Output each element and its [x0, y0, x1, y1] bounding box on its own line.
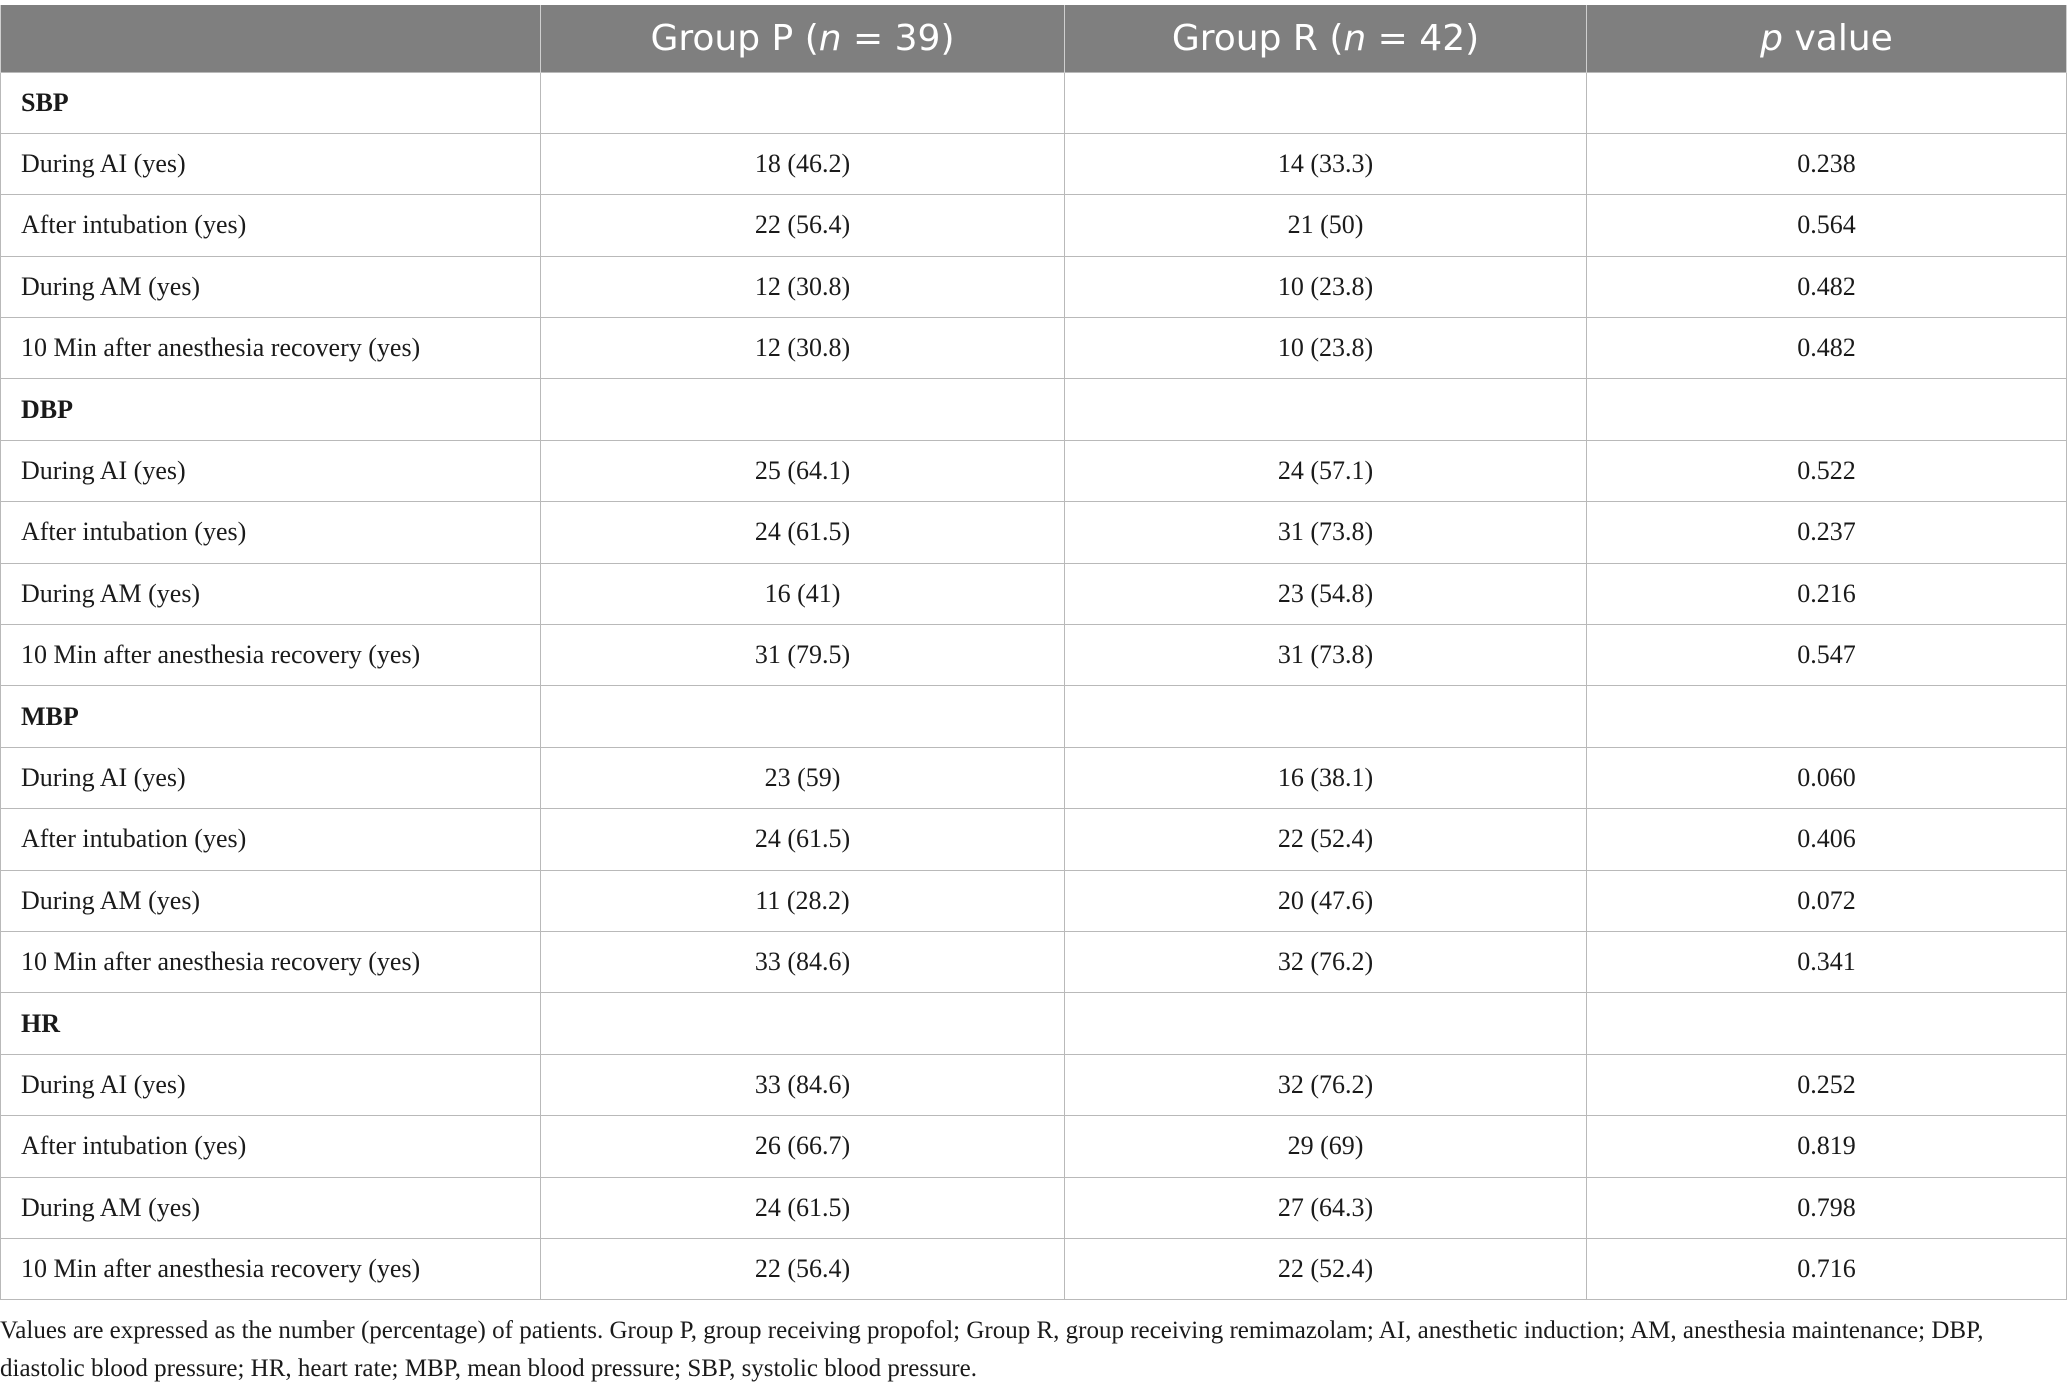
cell-group-r: 22 (52.4) [1065, 1238, 1587, 1299]
cell-variable: During AI (yes) [1, 440, 541, 501]
cell-group-p: 24 (61.5) [541, 502, 1065, 563]
cell-group-p [541, 993, 1065, 1054]
cell-p-value: 0.798 [1587, 1177, 2067, 1238]
header-variable [1, 5, 541, 72]
table-row [1, 931, 2067, 992]
header-p-value: p value [1587, 5, 2067, 72]
cell-group-r: 32 (76.2) [1065, 931, 1587, 992]
cell-p-value: 0.547 [1587, 625, 2067, 686]
cell-group-r: 27 (64.3) [1065, 1177, 1587, 1238]
table-row [1, 1177, 2067, 1238]
header-group-r: Group R (n = 42) [1065, 5, 1587, 72]
cell-variable: During AI (yes) [1, 747, 541, 808]
section-header-row [1, 72, 2067, 133]
cell-variable: After intubation (yes) [1, 809, 541, 870]
cell-group-r: 21 (50) [1065, 195, 1587, 256]
cell-p-value [1587, 72, 2067, 133]
section-header-row [1, 686, 2067, 747]
cell-variable: During AM (yes) [1, 256, 541, 317]
cell-group-p: 12 (30.8) [541, 256, 1065, 317]
cell-group-r [1065, 379, 1587, 440]
cell-group-r: 23 (54.8) [1065, 563, 1587, 624]
section-label: SBP [1, 72, 541, 133]
table-row [1, 256, 2067, 317]
cell-group-p: 25 (64.1) [541, 440, 1065, 501]
table-body [1, 72, 2067, 1300]
cell-variable: During AM (yes) [1, 1177, 541, 1238]
table-row [1, 563, 2067, 624]
table-row [1, 747, 2067, 808]
cell-p-value: 0.341 [1587, 931, 2067, 992]
table-row [1, 195, 2067, 256]
cell-group-p: 23 (59) [541, 747, 1065, 808]
cell-variable: During AM (yes) [1, 870, 541, 931]
cell-p-value: 0.819 [1587, 1116, 2067, 1177]
cell-group-r: 16 (38.1) [1065, 747, 1587, 808]
header-group-p: Group P (n = 39) [541, 5, 1065, 72]
header-row [1, 5, 2067, 72]
table-row [1, 1054, 2067, 1115]
cell-p-value: 0.238 [1587, 133, 2067, 194]
cell-p-value [1587, 379, 2067, 440]
cell-p-value: 0.406 [1587, 809, 2067, 870]
cell-group-p [541, 686, 1065, 747]
cell-group-p: 24 (61.5) [541, 809, 1065, 870]
cell-group-r: 10 (23.8) [1065, 318, 1587, 379]
cell-group-r: 32 (76.2) [1065, 1054, 1587, 1115]
cell-group-p [541, 72, 1065, 133]
table-footnote: Values are expressed as the number (percentage) of patients. Group P, group receiving propofol; Group R, group receiving remimazolam; AI, anesthetic induction; AM, anesthesia maintenance; DBP, diastolic blood pressure; HR, heart rate; MBP, mean blood pressure; SBP, systolic blood pressure. [0, 1317, 1984, 1382]
cell-p-value: 0.522 [1587, 440, 2067, 501]
cell-variable: 10 Min after anesthesia recovery (yes) [1, 318, 541, 379]
cell-variable: During AI (yes) [1, 133, 541, 194]
cell-group-r [1065, 72, 1587, 133]
cell-variable: After intubation (yes) [1, 502, 541, 563]
cell-group-p: 33 (84.6) [541, 1054, 1065, 1115]
cell-group-p: 24 (61.5) [541, 1177, 1065, 1238]
cell-group-r: 24 (57.1) [1065, 440, 1587, 501]
cell-variable: After intubation (yes) [1, 1116, 541, 1177]
cell-variable: During AI (yes) [1, 1054, 541, 1115]
results-table-container [0, 5, 2066, 1300]
table-row [1, 440, 2067, 501]
cell-p-value: 0.564 [1587, 195, 2067, 256]
section-header-row [1, 379, 2067, 440]
table-header [1, 5, 2067, 72]
cell-p-value: 0.716 [1587, 1238, 2067, 1299]
cell-group-r [1065, 686, 1587, 747]
cell-p-value [1587, 686, 2067, 747]
table-row [1, 318, 2067, 379]
cell-group-r: 20 (47.6) [1065, 870, 1587, 931]
cell-p-value: 0.237 [1587, 502, 2067, 563]
cell-group-p: 33 (84.6) [541, 931, 1065, 992]
cell-p-value: 0.482 [1587, 318, 2067, 379]
results-table [0, 5, 2067, 1300]
cell-p-value: 0.482 [1587, 256, 2067, 317]
cell-group-p: 26 (66.7) [541, 1116, 1065, 1177]
cell-p-value: 0.252 [1587, 1054, 2067, 1115]
cell-p-value: 0.060 [1587, 747, 2067, 808]
cell-group-p: 16 (41) [541, 563, 1065, 624]
cell-variable: During AM (yes) [1, 563, 541, 624]
cell-p-value: 0.072 [1587, 870, 2067, 931]
cell-group-r: 22 (52.4) [1065, 809, 1587, 870]
cell-group-r: 31 (73.8) [1065, 625, 1587, 686]
section-label: HR [1, 993, 541, 1054]
cell-p-value [1587, 993, 2067, 1054]
cell-variable: 10 Min after anesthesia recovery (yes) [1, 931, 541, 992]
cell-group-p: 11 (28.2) [541, 870, 1065, 931]
table-row [1, 1238, 2067, 1299]
section-header-row [1, 993, 2067, 1054]
cell-group-p: 22 (56.4) [541, 195, 1065, 256]
cell-p-value: 0.216 [1587, 563, 2067, 624]
cell-group-p: 31 (79.5) [541, 625, 1065, 686]
cell-group-p: 18 (46.2) [541, 133, 1065, 194]
section-label: DBP [1, 379, 541, 440]
table-row [1, 502, 2067, 563]
cell-variable: 10 Min after anesthesia recovery (yes) [1, 1238, 541, 1299]
cell-group-r: 31 (73.8) [1065, 502, 1587, 563]
table-row [1, 809, 2067, 870]
cell-group-p [541, 379, 1065, 440]
table-row [1, 1116, 2067, 1177]
cell-group-r [1065, 993, 1587, 1054]
section-label: MBP [1, 686, 541, 747]
table-row [1, 870, 2067, 931]
cell-group-p: 12 (30.8) [541, 318, 1065, 379]
cell-group-p: 22 (56.4) [541, 1238, 1065, 1299]
table-row [1, 625, 2067, 686]
table-row [1, 133, 2067, 194]
cell-variable: 10 Min after anesthesia recovery (yes) [1, 625, 541, 686]
cell-group-r: 14 (33.3) [1065, 133, 1587, 194]
cell-variable: After intubation (yes) [1, 195, 541, 256]
cell-group-r: 10 (23.8) [1065, 256, 1587, 317]
cell-group-r: 29 (69) [1065, 1116, 1587, 1177]
